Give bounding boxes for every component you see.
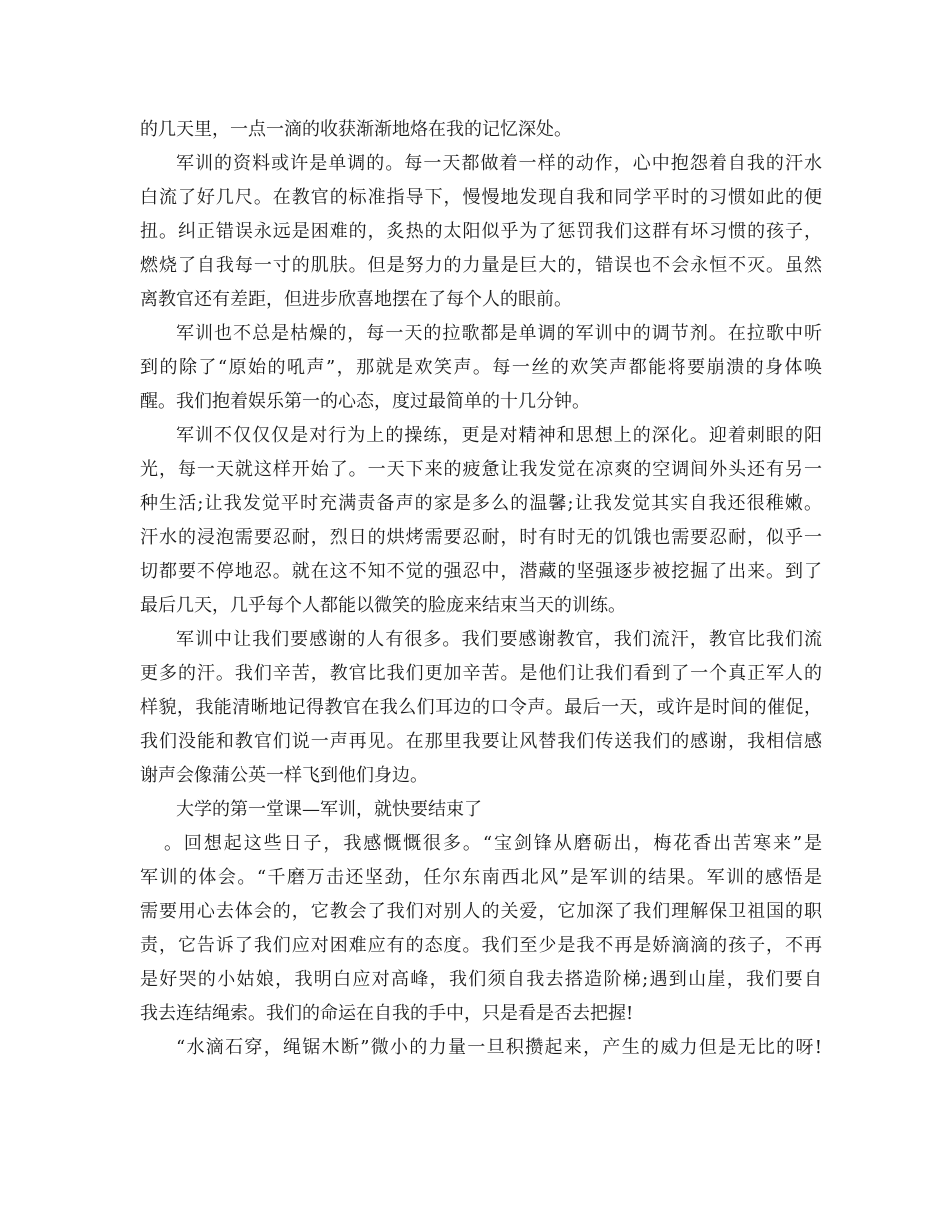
text-line: 军训也不总是枯燥的，每一天的拉歌都是单调的军训中的调节剂。在拉歌中听 [176, 323, 822, 344]
text-line: 是好哭的小姑娘，我明白应对高峰，我们须自我去搭造阶梯;遇到山崖，我们要自 [140, 969, 822, 990]
text-line: 离教官还有差距，但进步欣喜地摆在了每个人的眼前。 [140, 289, 572, 310]
text-line: 。回想起这些日子，我感慨慨很多。“宝剑锋从磨砺出，梅花香出苦寒来”是 [164, 833, 822, 854]
text-line: 军训中让我们要感谢的人有很多。我们要感谢教官，我们流汗，教官比我们流 [176, 629, 822, 650]
text-line: 扭。纠正错误永远是困难的，炙热的太阳似乎为了惩罚我们这群有坏习惯的孩子， [140, 221, 822, 242]
text-line: 需要用心去体会的，它教会了我们对别人的关爱，它加深了我们理解保卫祖国的职 [140, 901, 822, 922]
text-line: 我去连结绳索。我们的命运在自我的手中，只是看是否去把握! [140, 1003, 634, 1024]
text-line: 燃烧了自我每一寸的肌肤。但是努力的力量是巨大的，错误也不会永恒不灭。虽然 [140, 255, 822, 276]
text-line: 到的除了“原始的吼声”，那就是欢笑声。每一丝的欢笑声都能将要崩溃的身体唤 [140, 357, 822, 378]
text-line: 种生活;让我发觉平时充满责备声的家是多么的温馨;让我发觉其实自我还很稚嫩。 [140, 493, 822, 514]
text-line: 军训不仅仅仅是对行为上的操练，更是对精神和思想上的深化。迎着刺眼的阳 [176, 425, 822, 446]
text-line: 更多的汗。我们辛苦，教官比我们更加辛苦。是他们让我们看到了一个真正军人的 [140, 663, 822, 684]
text-line: 的几天里，一点一滴的收获渐渐地烙在我的记忆深处。 [140, 119, 572, 140]
text-line: 醒。我们抱着娱乐第一的心态，度过最简单的十几分钟。 [140, 391, 590, 412]
text-line: “水滴石穿，绳锯木断”微小的力量一旦积攒起来，产生的威力但是无比的呀! [176, 1037, 822, 1058]
text-line: 汗水的浸泡需要忍耐，烈日的烘烤需要忍耐，时有时无的饥饿也需要忍耐，似乎一 [140, 527, 822, 548]
text-line: 白流了好几尺。在教官的标准指导下，慢慢地发现自我和同学平时的习惯如此的便 [140, 187, 822, 208]
text-line: 我们没能和教官们说一声再见。在那里我要让风替我们传送我们的感谢，我相信感 [140, 731, 822, 752]
text-line: 军训的体会。“千磨万击还坚劲，任尔东南西北风”是军训的结果。军训的感悟是 [140, 867, 822, 888]
text-line: 责，它告诉了我们应对困难应有的态度。我们至少是我不再是娇滴滴的孩子，不再 [140, 935, 822, 956]
document-body [140, 113, 822, 1065]
text-line: 光，每一天就这样开始了。一天下来的疲惫让我发觉在凉爽的空调间外头还有另一 [140, 459, 822, 480]
text-line: 谢声会像蒲公英一样飞到他们身边。 [140, 765, 428, 786]
text-line: 最后几天，几乎每个人都能以微笑的脸庞来结束当天的训练。 [140, 595, 626, 616]
text-line: 切都要不停地忍。就在这不知不觉的强忍中，潜藏的坚强逐步被挖掘了出来。到了 [140, 561, 822, 582]
text-line: 大学的第一堂课—军训，就快要结束了 [176, 799, 482, 820]
text-line: 军训的资料或许是单调的。每一天都做着一样的动作，心中抱怨着自我的汗水 [176, 153, 822, 174]
text-line: 样貌，我能清晰地记得教官在我么们耳边的口令声。最后一天，或许是时间的催促， [140, 697, 822, 718]
